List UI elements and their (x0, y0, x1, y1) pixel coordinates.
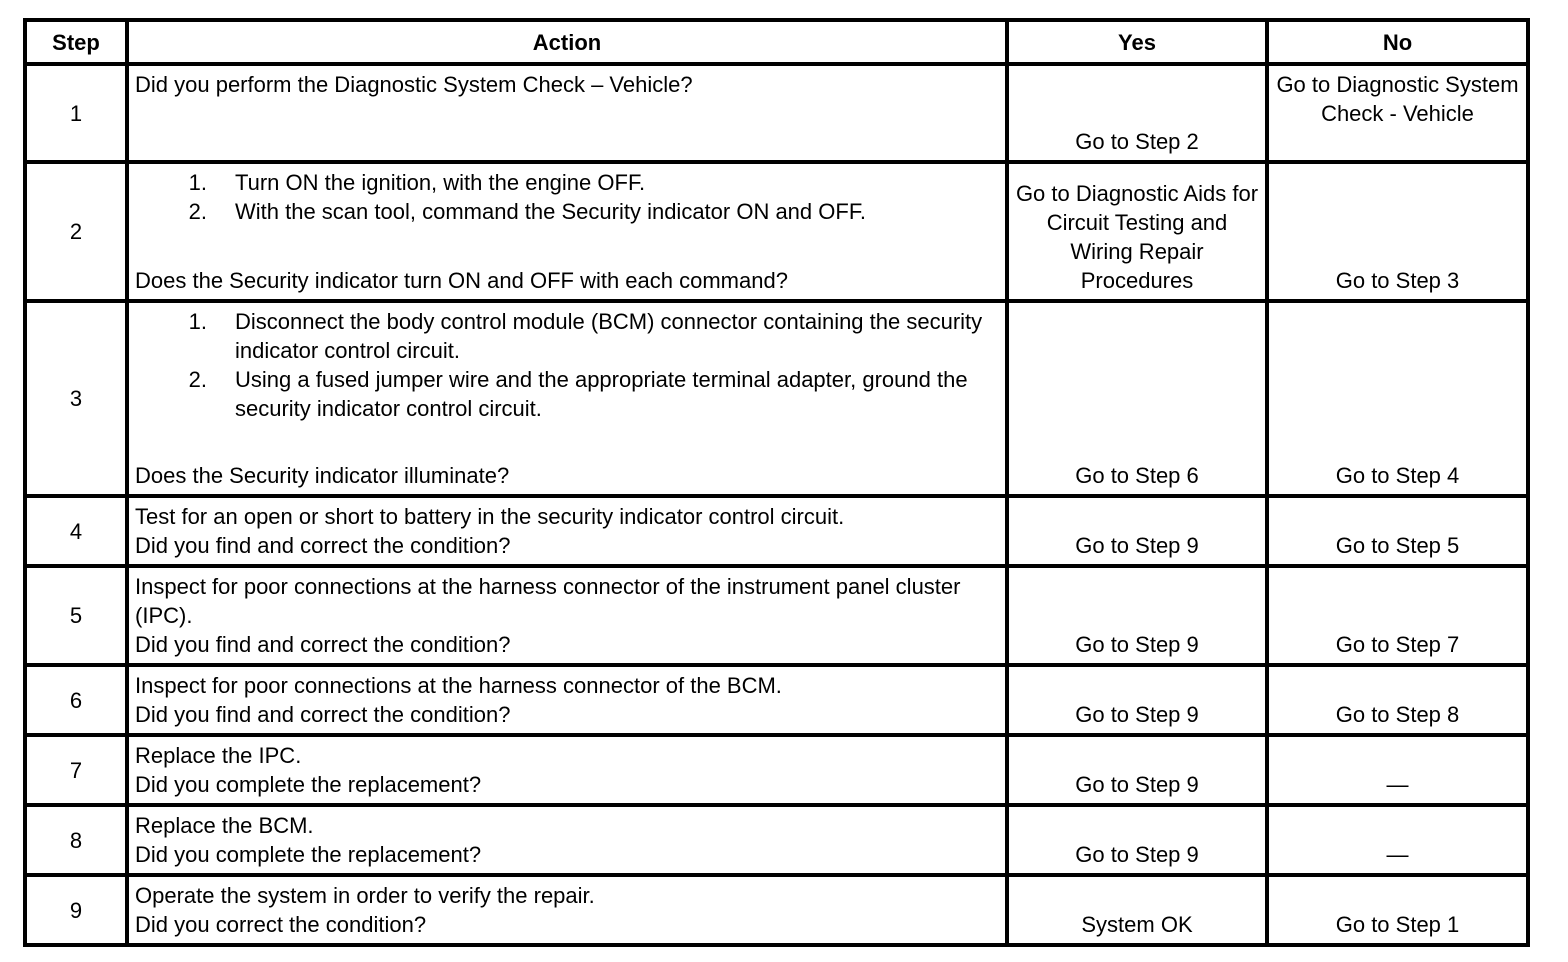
header-action: Action (127, 20, 1007, 64)
step-number: 1 (25, 64, 127, 162)
step-number: 4 (25, 496, 127, 566)
no-result: Go to Step 5 (1267, 496, 1528, 566)
step-number: 2 (25, 162, 127, 301)
table-row (25, 496, 1528, 566)
yes-result: Go to Diagnostic Aids for Circuit Testing and Wiring Repair Procedures (1007, 162, 1267, 301)
no-result: Go to Step 3 (1267, 162, 1528, 301)
no-result: Go to Step 1 (1267, 875, 1528, 945)
diagnostic-table (23, 18, 1530, 947)
no-result: Go to Step 8 (1267, 665, 1528, 735)
yes-result: Go to Step 6 (1007, 301, 1267, 496)
action-question: Does the Security indicator illuminate? (135, 463, 510, 488)
no-result: Go to Step 7 (1267, 566, 1528, 665)
table-row (25, 162, 1528, 301)
table-row (25, 735, 1528, 805)
substep-text: Disconnect the body control module (BCM) connector containing the security indicator control circuit. (235, 309, 983, 363)
substep-list (135, 307, 999, 423)
substep-number: 1. (188, 309, 207, 334)
step-number: 6 (25, 665, 127, 735)
substep-number: 2. (188, 199, 207, 224)
header-row (25, 20, 1528, 64)
step-number: 8 (25, 805, 127, 875)
step-number: 5 (25, 566, 127, 665)
action-cell (127, 805, 1007, 875)
action-cell (127, 665, 1007, 735)
substep-list (135, 168, 999, 226)
substep-number: 1. (188, 170, 207, 195)
table-row (25, 301, 1528, 496)
no-result: Go to Diagnostic System Check - Vehicle (1267, 64, 1528, 162)
yes-result: Go to Step 9 (1007, 496, 1267, 566)
yes-result: Go to Step 9 (1007, 735, 1267, 805)
action-text: Replace the IPC. (135, 743, 302, 768)
action-question: Did you complete the replacement? (135, 772, 482, 797)
action-question: Did you find and correct the condition? (135, 533, 511, 558)
action-cell (127, 64, 1007, 162)
action-cell (127, 735, 1007, 805)
step-number: 3 (25, 301, 127, 496)
action-question: Did you complete the replacement? (135, 842, 482, 867)
yes-result: Go to Step 9 (1007, 566, 1267, 665)
table-row (25, 566, 1528, 665)
action-cell (127, 301, 1007, 496)
substep-text: Turn ON the ignition, with the engine OFF. (235, 170, 646, 195)
substep-text: Using a fused jumper wire and the appropriate terminal adapter, ground the security indicator control circuit. (235, 367, 968, 421)
yes-result: Go to Step 2 (1007, 64, 1267, 162)
action-text: Did you perform the Diagnostic System Check – Vehicle? (135, 72, 693, 97)
no-result: — (1267, 735, 1528, 805)
action-question: Did you find and correct the condition? (135, 702, 511, 727)
substep-number: 2. (188, 367, 207, 392)
table-row (25, 805, 1528, 875)
substep (135, 365, 999, 423)
table-row (25, 875, 1528, 945)
step-number: 7 (25, 735, 127, 805)
step-number: 9 (25, 875, 127, 945)
action-question: Does the Security indicator turn ON and OFF with each command? (135, 268, 788, 293)
substep (135, 307, 999, 365)
action-text: Replace the BCM. (135, 813, 314, 838)
action-text: Operate the system in order to verify the repair. (135, 883, 595, 908)
action-cell (127, 162, 1007, 301)
action-text: Inspect for poor connections at the harness connector of the BCM. (135, 673, 782, 698)
action-cell (127, 566, 1007, 665)
no-result: — (1267, 805, 1528, 875)
action-text: Inspect for poor connections at the harness connector of the instrument panel cluster (IPC). (135, 574, 961, 628)
header-yes: Yes (1007, 20, 1267, 64)
substep (135, 197, 999, 226)
action-cell (127, 496, 1007, 566)
substep (135, 168, 999, 197)
substep-text: With the scan tool, command the Security indicator ON and OFF. (235, 199, 866, 224)
yes-result: Go to Step 9 (1007, 665, 1267, 735)
yes-result: Go to Step 9 (1007, 805, 1267, 875)
table-row (25, 665, 1528, 735)
table-row (25, 64, 1528, 162)
no-result: Go to Step 4 (1267, 301, 1528, 496)
action-question: Did you find and correct the condition? (135, 632, 511, 657)
action-cell (127, 875, 1007, 945)
yes-result: System OK (1007, 875, 1267, 945)
header-no: No (1267, 20, 1528, 64)
action-text: Test for an open or short to battery in the security indicator control circuit. (135, 504, 845, 529)
action-question: Did you correct the condition? (135, 912, 427, 937)
header-step: Step (25, 20, 127, 64)
